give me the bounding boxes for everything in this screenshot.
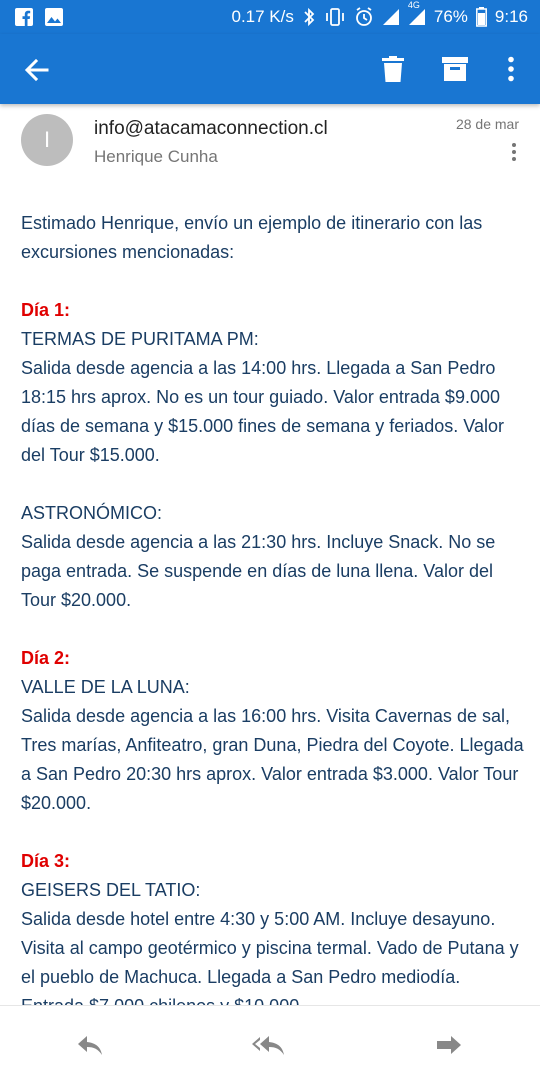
tour-title: GEISERS DEL TATIO: (21, 880, 201, 900)
facebook-icon (14, 7, 34, 27)
clock: 9:16 (494, 7, 528, 26)
tour-description: Salida desde agencia a las 21:30 hrs. Incluye Snack. No se paga entrada. Se suspende en días de luna llena. Valor del Tour $20.000. (21, 532, 496, 610)
reply-icon[interactable] (73, 1031, 107, 1059)
tour-description: Salida desde hotel entre 4:30 y 5:00 AM. Incluye desayuno. Visita al campo geotérmico y piscina termal. Vado de Putana y el pueblo de Machuca. Llegada a San Pedro mediodía. (21, 909, 519, 987)
network-4g-icon (407, 0, 426, 26)
bottom-action-bar (0, 1005, 540, 1080)
tour-description: Salida desde agencia a las 14:00 hrs. Llegada a San Pedro 18:15 hrs aprox. No es un tour guiado. Valor entrada $9.000 días de semana y $15.000 fines de semana y feriados. Valor del Tour $15.000. (21, 358, 504, 465)
net-speed: 0.17 K/s (231, 7, 294, 26)
email-body (21, 209, 526, 1005)
reply-all-icon[interactable] (252, 1031, 286, 1059)
day-3-label: Día 3: (21, 851, 71, 871)
more-vert-icon[interactable] (496, 54, 526, 84)
battery-level: 76% (433, 7, 468, 26)
recipient-name[interactable]: Henrique Cunha (94, 147, 218, 166)
vibrate-icon (324, 7, 346, 27)
network-type: 4G (407, 0, 420, 10)
forward-icon[interactable] (432, 1031, 466, 1059)
gallery-icon (44, 7, 64, 27)
intro-paragraph: Estimado Henrique, envío un ejemplo de itinerario con las excursiones mencionadas: (21, 213, 483, 262)
day-2-label: Día 2: (21, 648, 71, 668)
sender-address[interactable]: info@atacamaconnection.cl (94, 118, 328, 139)
tour-description: Salida desde agencia a las 16:00 hrs. Visita Cavernas de sal, Tres marías, Anfiteatro, gran Duna, Piedra del Coyote. Llegada a San Pedro 20:30 hrs aprox. Valor entrada $3.000. Valor Tour $20.000. (21, 706, 524, 813)
alarm-icon (354, 7, 374, 27)
app-bar (0, 34, 540, 104)
tour-title: VALLE DE LA LUNA: (21, 677, 190, 697)
tour-title: ASTRONÓMICO: (21, 503, 163, 523)
avatar[interactable]: I (21, 114, 73, 166)
bluetooth-icon (302, 7, 316, 27)
email-header (0, 104, 540, 184)
signal-icon (382, 8, 400, 26)
message-more-icon[interactable] (508, 142, 520, 162)
status-bar (0, 0, 540, 34)
delete-icon[interactable] (378, 54, 408, 84)
battery-icon (476, 7, 487, 27)
back-arrow-icon[interactable] (22, 55, 52, 85)
day-1-label: Día 1: (21, 300, 71, 320)
email-date: 28 de mar (455, 116, 519, 132)
tour-title: TERMAS DE PURITAMA PM: (21, 329, 259, 349)
archive-icon[interactable] (440, 54, 470, 84)
